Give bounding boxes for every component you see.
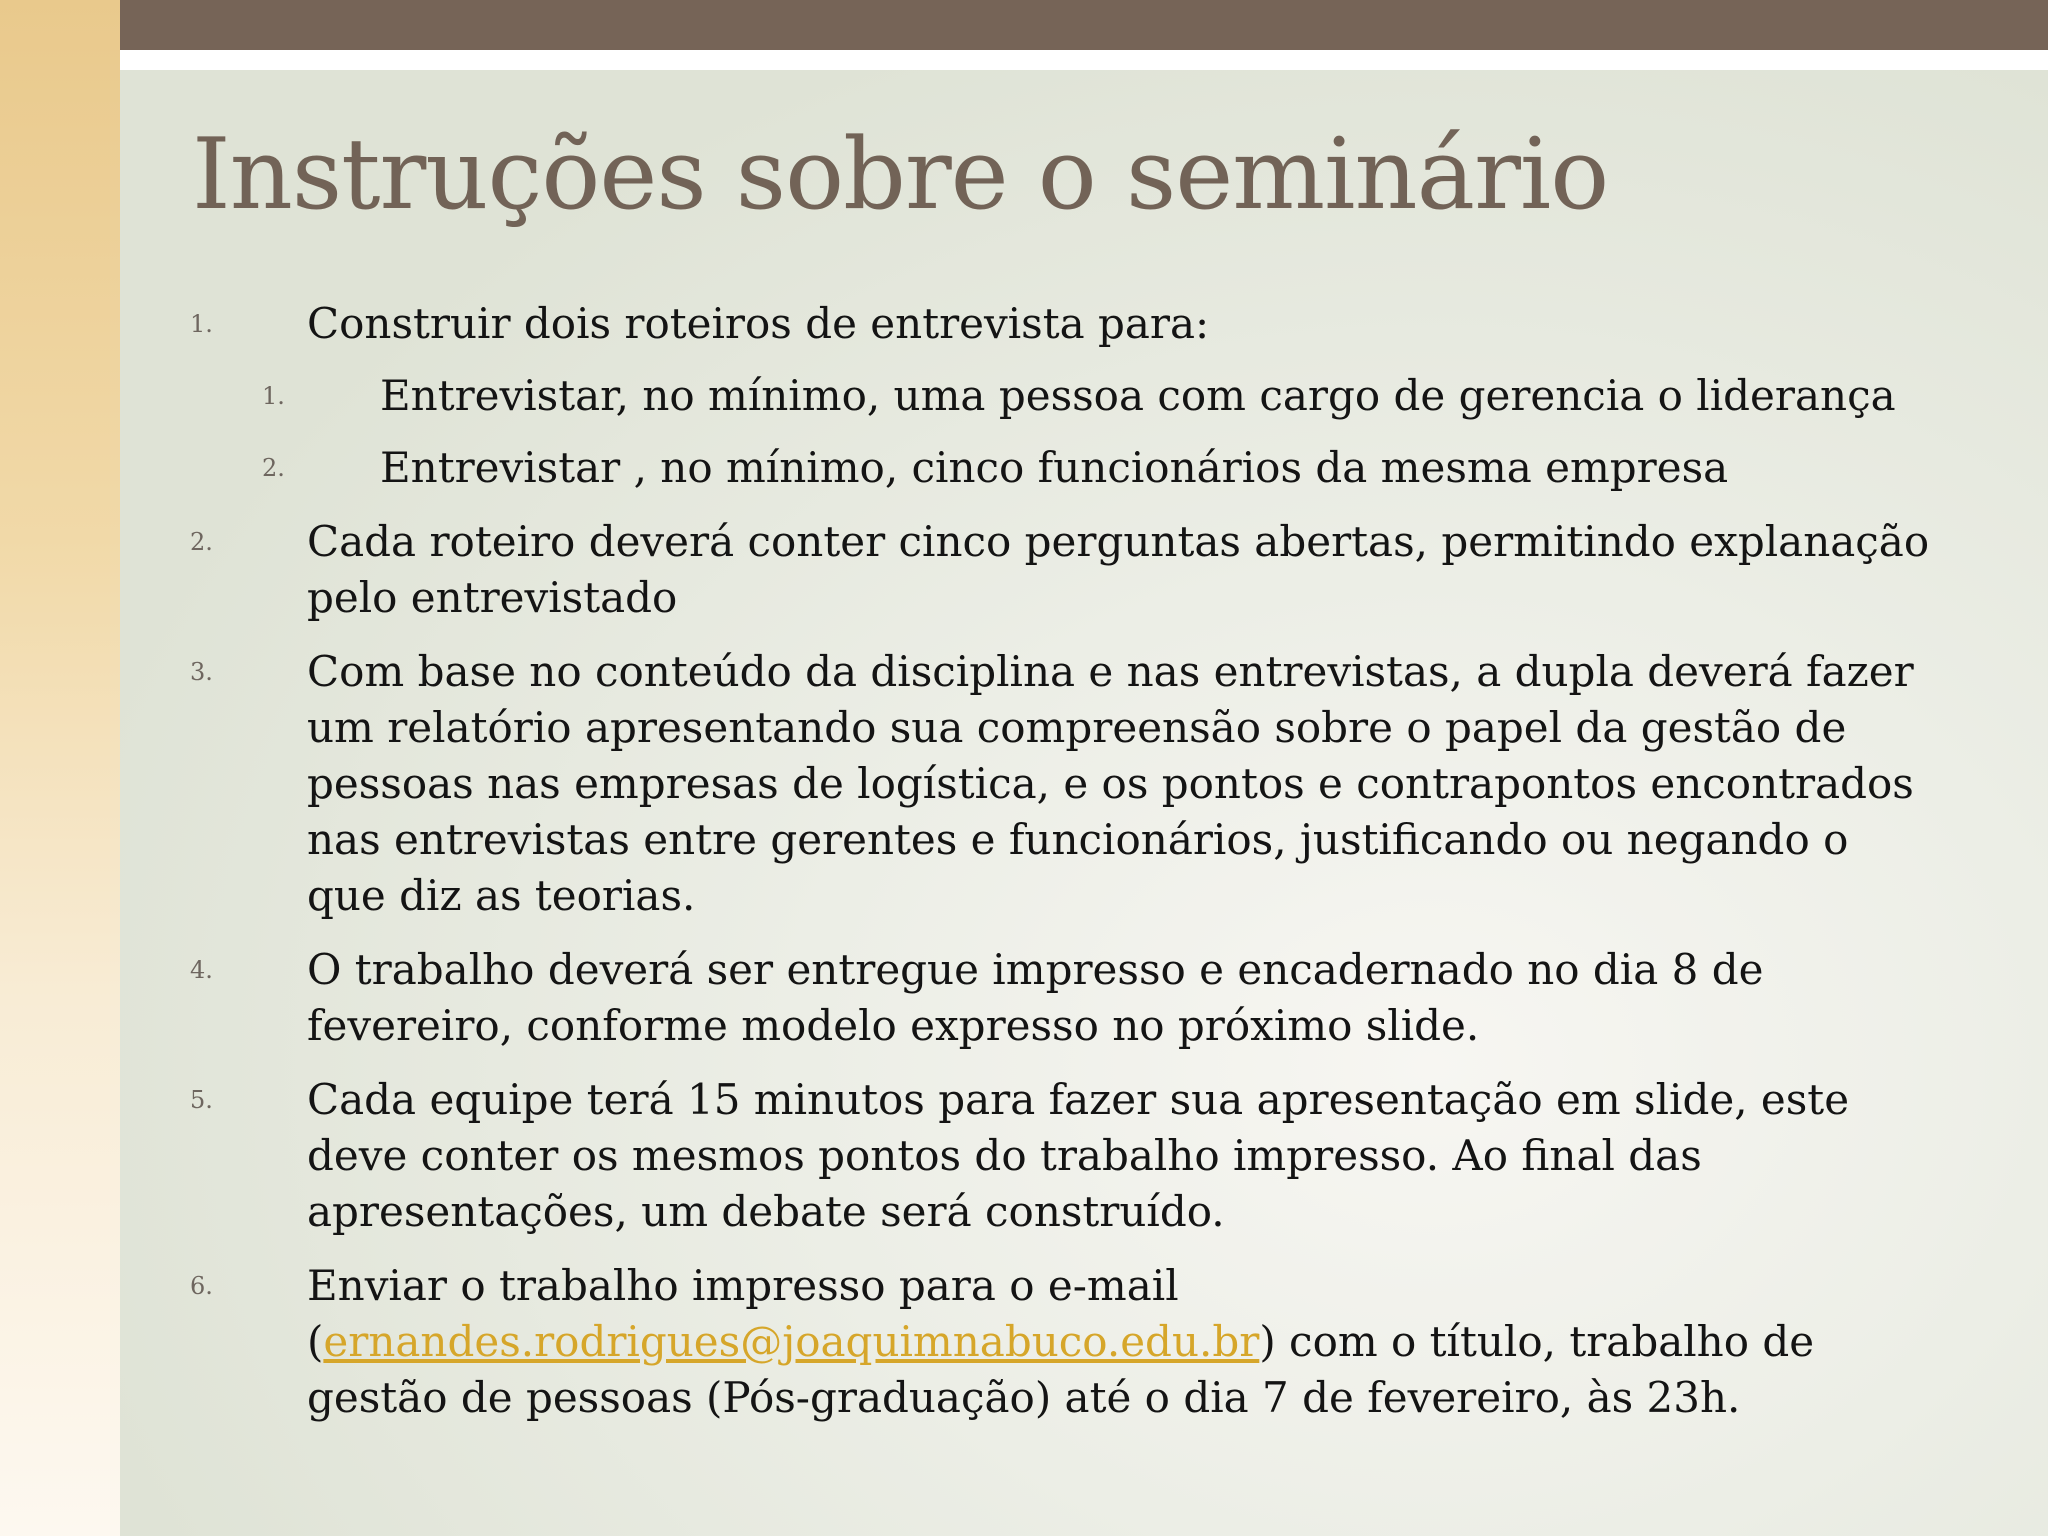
top-decorative-bar [120, 0, 2048, 50]
list-number: 4. [190, 956, 213, 984]
list-item-4 [190, 942, 1930, 1054]
list-number: 5. [190, 1086, 213, 1114]
list-item-text-after: ) com o título, trabalho de gestão de pessoas (Pós-graduação) até o dia 7 de fevereiro, às 23h. [307, 1317, 1815, 1422]
list-item-text: Cada roteiro deverá conter cinco perguntas abertas, permitindo explanação pelo entrevistado [307, 517, 1930, 622]
list-item-1 [190, 296, 1930, 496]
list-item-2 [190, 514, 1930, 626]
sub-list-item-2 [190, 440, 1930, 496]
sub-list-number: 2. [262, 454, 285, 482]
slide-title: Instruções sobre o seminário [192, 118, 1609, 232]
list-number: 6. [190, 1272, 213, 1300]
list-number: 2. [190, 528, 213, 556]
top-divider [120, 50, 2048, 70]
sub-list-item-text: Entrevistar , no mínimo, cinco funcionários da mesma empresa [380, 443, 1729, 492]
list-number: 1. [190, 310, 213, 338]
list-item-text: O trabalho deverá ser entregue impresso e encadernado no dia 8 de fevereiro, conforme modelo expresso no próximo slide. [307, 945, 1764, 1050]
sub-list-number: 1. [262, 382, 285, 410]
sub-list [190, 368, 1930, 496]
sub-list-item-1 [190, 368, 1930, 424]
sub-list-item-text: Entrevistar, no mínimo, uma pessoa com cargo de gerencia o liderança [380, 371, 1896, 420]
left-decorative-band [0, 0, 120, 1536]
list-item-text: Cada equipe terá 15 minutos para fazer sua apresentação em slide, este deve conter os mesmos pontos do trabalho impresso. Ao final das apresentações, um debate será construído. [307, 1075, 1850, 1236]
email-link[interactable]: ernandes.rodrigues@joaquimnabuco.edu.br [323, 1317, 1260, 1366]
list-item-5 [190, 1072, 1930, 1240]
list-item-text: Construir dois roteiros de entrevista para: [307, 299, 1210, 348]
list-item-text-before: Enviar o trabalho impresso para o e-mail ( [307, 1261, 1179, 1366]
instruction-list [190, 296, 1930, 1444]
list-item-6 [190, 1258, 1930, 1426]
list-number: 3. [190, 658, 213, 686]
list-item-text: Com base no conteúdo da disciplina e nas entrevistas, a dupla deverá fazer um relatório apresentando sua compreensão sobre o papel da gestão de pessoas nas empresas de logística, e os pontos e contrapontos encontrados nas entrevistas entre gerentes e funcionários, justificando ou negando o que diz as teorias. [307, 647, 1914, 920]
list-item-3 [190, 644, 1930, 924]
